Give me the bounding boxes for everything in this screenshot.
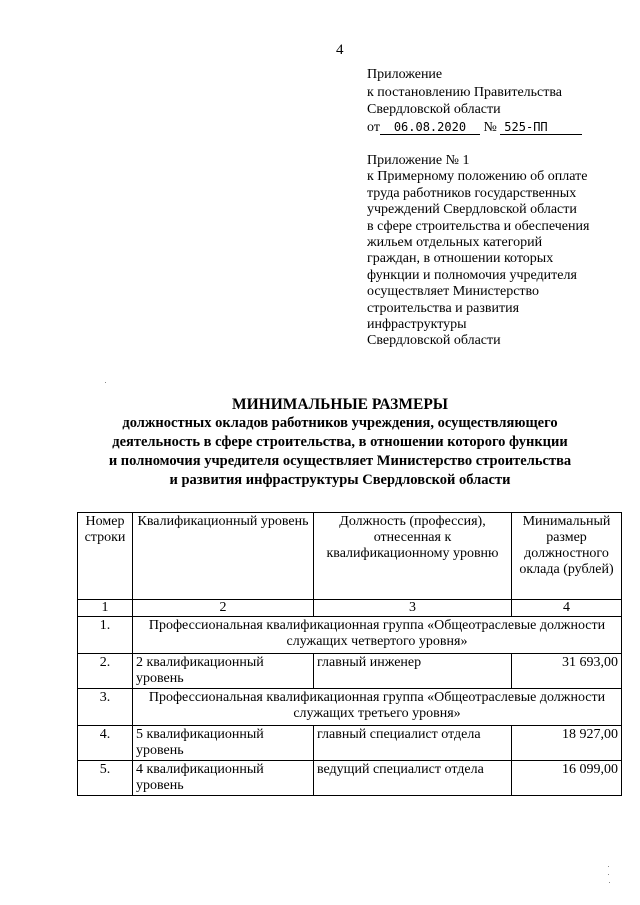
appendix-no1-line: функции и полномочия учредителя [367,267,577,283]
header-row-number: Номер строки [78,513,133,600]
row-number: 2. [78,654,133,689]
position-name: главный специалист отдела [314,726,512,761]
title-subline: деятельность в сфере строительства, в отношении которого функции [112,434,568,450]
document-title [60,395,620,490]
header-position: Должность (профессия), отнесенная к квалификационному уровню [314,513,512,600]
table-row [78,726,622,761]
appendix-no1-block [367,153,629,350]
appendix-no1-line: жильем отдельных категорий [367,235,543,251]
from-label: от [367,119,380,135]
appendix-no1-line: труда работников государственных [367,185,577,201]
qualification-level: 5 квалификационный уровень [133,726,314,761]
qualification-level: 2 квалификационный уровень [133,654,314,689]
title-subline: и развития инфраструктуры Свердловской области [169,472,511,488]
scan-artifact [609,882,610,883]
appendix-decree-ref: к постановлению Правительства [367,84,563,100]
column-number: 3 [314,600,512,617]
page-number: 4 [336,42,344,58]
appendix-no1-line: учреждений Свердловской области [367,202,577,218]
scan-artifact [608,874,609,875]
row-number: 4. [78,726,133,761]
column-number: 1 [78,600,133,617]
scan-artifact [608,866,609,867]
table-row [78,689,622,726]
scan-artifact [105,382,106,383]
header-min-salary: Минимальный размер должностного оклада (рублей) [512,513,622,600]
title-subline: и полномочия учредителя осуществляет Министерство строительства [108,453,572,469]
table-row [78,617,622,654]
appendix-title: Приложение [367,67,443,82]
position-name: главный инженер [314,654,512,689]
appendix-no1-line: граждан, в отношении которых [367,251,554,267]
position-name: ведущий специалист отдела [314,761,512,796]
appendix-date-number [367,119,627,137]
salary-value: 16 099,00 [512,761,622,796]
row-number: 3. [78,689,133,726]
appendix-header [367,66,627,136]
row-number: 1. [78,617,133,654]
appendix-no1-line: инфраструктуры [367,317,467,333]
table-header-row [78,513,622,600]
qualification-group: Профессиональная квалификационная группа «Общеотраслевые должности служащих третьего уровня» [133,689,622,726]
row-number: 5. [78,761,133,796]
title-subline: должностных окладов работников учреждения, осуществляющего [122,415,558,431]
qualification-group: Профессиональная квалификационная группа «Общеотраслевые должности служащих четвертого уровня» [133,617,622,654]
column-numbers-row [78,600,622,617]
appendix-no1-line: осуществляет Министерство [367,284,540,300]
table-row [78,761,622,796]
appendix-no1-line: строительства и развития [367,300,520,316]
appendix-no1-line: Приложение № 1 [367,153,470,168]
qualification-level: 4 квалификационный уровень [133,761,314,796]
appendix-no1-line: к Примерному положению об оплате [367,169,588,185]
column-number: 4 [512,600,622,617]
decree-number: 525-ПП [500,120,582,135]
header-qual-level: Квалификационный уровень [133,513,314,600]
appendix-region: Свердловской области [367,102,501,117]
number-label: № [483,119,497,135]
salary-table [77,512,622,796]
decree-date: 06.08.2020 [380,120,480,135]
table-row [78,654,622,689]
appendix-no1-line: Свердловской области [367,333,501,349]
salary-value: 18 927,00 [512,726,622,761]
appendix-no1-line: в сфере строительства и обеспечения [367,218,590,234]
column-number: 2 [133,600,314,617]
title-main: МИНИМАЛЬНЫЕ РАЗМЕРЫ [231,396,449,413]
salary-value: 31 693,00 [512,654,622,689]
